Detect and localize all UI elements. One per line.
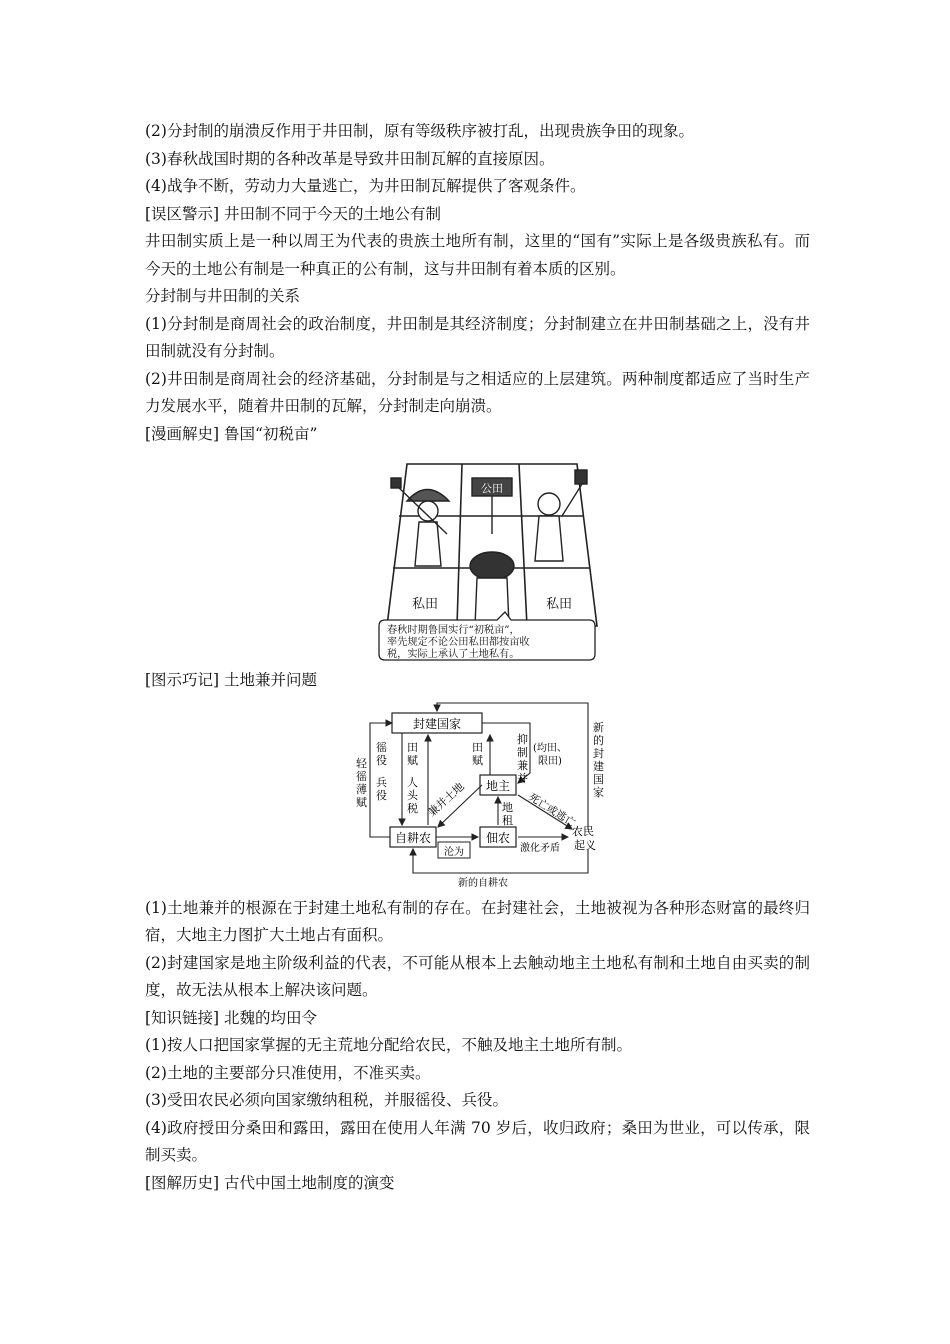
paragraph-relation-1: (1)分封制是商周社会的政治制度，井田制是其经济制度；分封制建立在井田制基础之上，没有井田制就没有分封制。 — [145, 314, 810, 360]
paragraph-reforms: (3)春秋战国时期的各种改革是导致井田制瓦解的直接原因。 — [145, 149, 555, 168]
label-annex: 兼并土地 — [425, 779, 467, 819]
heading-diagram: [图示巧记] 土地兼并问题 — [145, 671, 318, 689]
left-private-field-label: 私田 — [411, 597, 439, 612]
center-figure — [470, 478, 514, 626]
heading-misconception: [误区警示] 井田制不同于今天的土地公有制 — [145, 204, 442, 223]
comic-drawing — [377, 456, 677, 661]
paragraph-relation-2: (2)井田制是商周社会的经济基础，分封制是与之相适应的上层建筑。两种制度都适应了当时生产力发展水平，随着井田制的瓦解，分封制走向崩溃。 — [145, 369, 810, 415]
label-reduced: 沦为 — [444, 846, 464, 858]
paragraph-equal-field-4: (4)政府授田分桑田和露田，露田在使用人年满 70 岁后，收归政府；桑田为世业，可以传承，限制买卖。 — [145, 1118, 810, 1164]
label-uprising: 农民起义 — [572, 824, 596, 852]
label-self-farmer: 自耕农 — [394, 830, 432, 845]
label-state: 封建国家 — [412, 716, 462, 731]
document-page — [145, 118, 810, 1197]
heading-relation: 分封制与井田制的关系 — [145, 287, 301, 305]
label-intensify: 激化矛盾 — [520, 842, 560, 854]
paragraph-annexation-state: (2)封建国家是地主阶级利益的代表，不可能从根本上去触动地主土地私有制和土地自由买卖的制度，故无法从根本上解决该问题。 — [145, 953, 810, 999]
label-death: 死亡或逃亡 — [526, 790, 578, 829]
paragraph-war: (4)战争不断，劳动力大量逃亡，为井田制瓦解提供了客观条件。 — [145, 177, 586, 195]
diagram-drawing — [340, 701, 640, 891]
label-light-tax: 轻徭薄赋 — [356, 756, 367, 809]
label-new-farmer: 新的自耕农 — [458, 877, 508, 889]
label-rent: 地租 — [502, 800, 513, 827]
paragraph-annexation-root: (1)土地兼并的根源在于封建土地私有制的存在。在封建社会，土地被视为各种形态财富的最终归宿，大地主力图扩大土地占有面积。 — [145, 898, 810, 944]
caption-line-2: 率先规定不论公田私田都按亩收 — [387, 637, 530, 648]
comic-illustration — [377, 456, 677, 661]
heading-knowledge-link: [知识链接] 北魏的均田令 — [145, 1008, 318, 1027]
label-landlord: 地主 — [485, 778, 511, 793]
label-equal-field: (均田、限田) — [533, 742, 567, 767]
caption-line-3: 税，实际上承认了土地私有。 — [387, 649, 520, 660]
paragraph-misconception: 井田制实质上是一种以周王为代表的贵族土地所有制，这里的“国有”实际上是各级贵族私有。而今天的土地公有制是一种真正的公有制，这与井田制有着本质的区别。 — [145, 232, 810, 278]
paragraph-fief-collapse: (2)分封制的崩溃反作用于井田制，原有等级秩序被打乱，出现贵族争田的现象。 — [145, 122, 694, 140]
caption-line-1: 春秋时期鲁国实行“初税亩”， — [387, 625, 520, 636]
label-tenant: 佃农 — [485, 830, 511, 845]
label-new-state: 新的封建国家 — [593, 720, 604, 799]
label-field-tax-left: 田赋人头税 — [407, 740, 418, 815]
paragraph-equal-field-2: (2)土地的主要部分只准使用，不准买卖。 — [145, 1063, 431, 1082]
heading-comic: [漫画解史] 鲁国“初税亩” — [145, 424, 318, 443]
sign-label: 公田 — [481, 482, 503, 495]
land-annexation-diagram — [340, 701, 640, 891]
heading-illustrated-history: [图解历史] 古代中国土地制度的演变 — [145, 1173, 395, 1192]
right-private-field-label: 私田 — [545, 597, 573, 612]
paragraph-equal-field-3: (3)受田农民必须向国家缴纳租税，并服徭役、兵役。 — [145, 1091, 508, 1109]
label-field-tax-right: 田赋 — [472, 740, 483, 767]
label-corvee: 徭役兵役 — [376, 740, 387, 802]
paragraph-equal-field-1: (1)按人口把国家掌握的无主荒地分配给农民，不触及地主土地所有制。 — [145, 1036, 632, 1054]
label-suppress: 抑制兼并 — [517, 732, 528, 785]
